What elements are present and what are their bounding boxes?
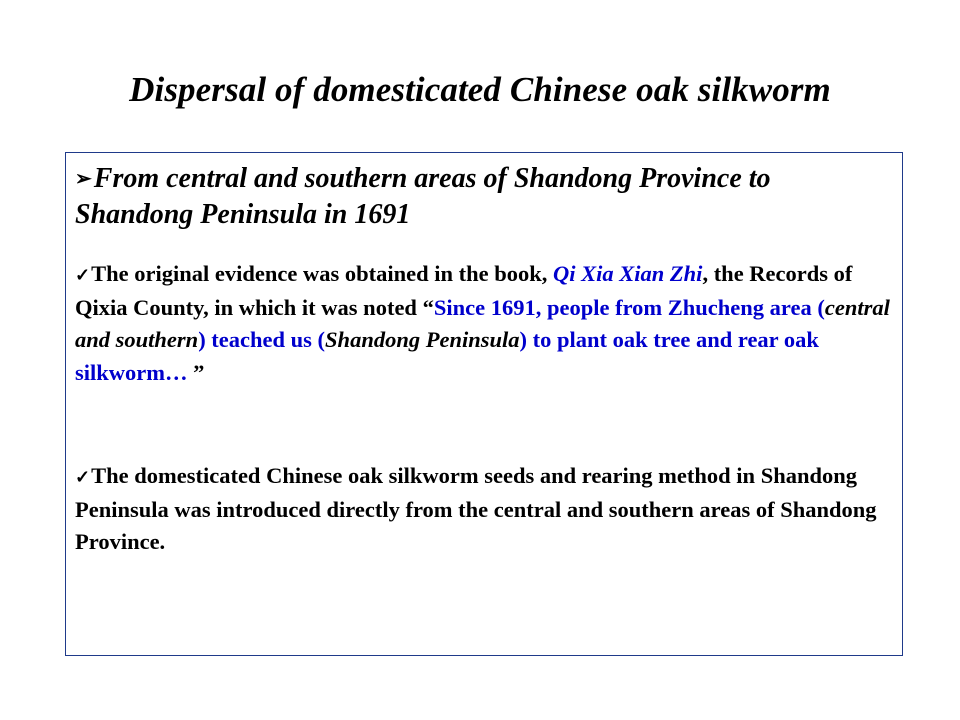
- main-bullet-text: From central and southern areas of Shandong Province to Shandong Peninsula in 1691: [75, 163, 771, 230]
- checkmark-icon: ✓: [75, 265, 91, 285]
- main-bullet: [75, 161, 885, 233]
- arrow-bullet-icon: ➢: [75, 168, 92, 190]
- text-segment: , the Records of Qixia County, in which it was noted “: [75, 261, 853, 320]
- quote-segment: ) to plant oak tree and rear oak silkworm…: [75, 327, 819, 385]
- closing-quote: ”: [187, 359, 205, 385]
- text-segment: The original evidence was obtained in the book,: [91, 261, 554, 286]
- text-segment: The domesticated Chinese oak silkworm seeds and rearing method in Shandong Peninsula was introduced directly from the central and southern areas of Shandong Province.: [75, 463, 877, 554]
- book-title: Qi Xia Xian Zhi: [553, 261, 703, 286]
- checkmark-icon: ✓: [75, 467, 91, 487]
- quote-aside: central and southern: [75, 294, 890, 352]
- sub-bullet-evidence: [75, 258, 890, 389]
- quote-aside: Shandong Peninsula: [325, 327, 520, 352]
- slide-title: Dispersal of domesticated Chinese oak silkworm: [129, 70, 831, 109]
- quote-segment: ) teached us (: [198, 327, 326, 352]
- content-box: [65, 152, 903, 656]
- sub-bullet-conclusion: [75, 460, 890, 559]
- quote-segment: Since 1691, people from Zhucheng area (: [433, 294, 825, 320]
